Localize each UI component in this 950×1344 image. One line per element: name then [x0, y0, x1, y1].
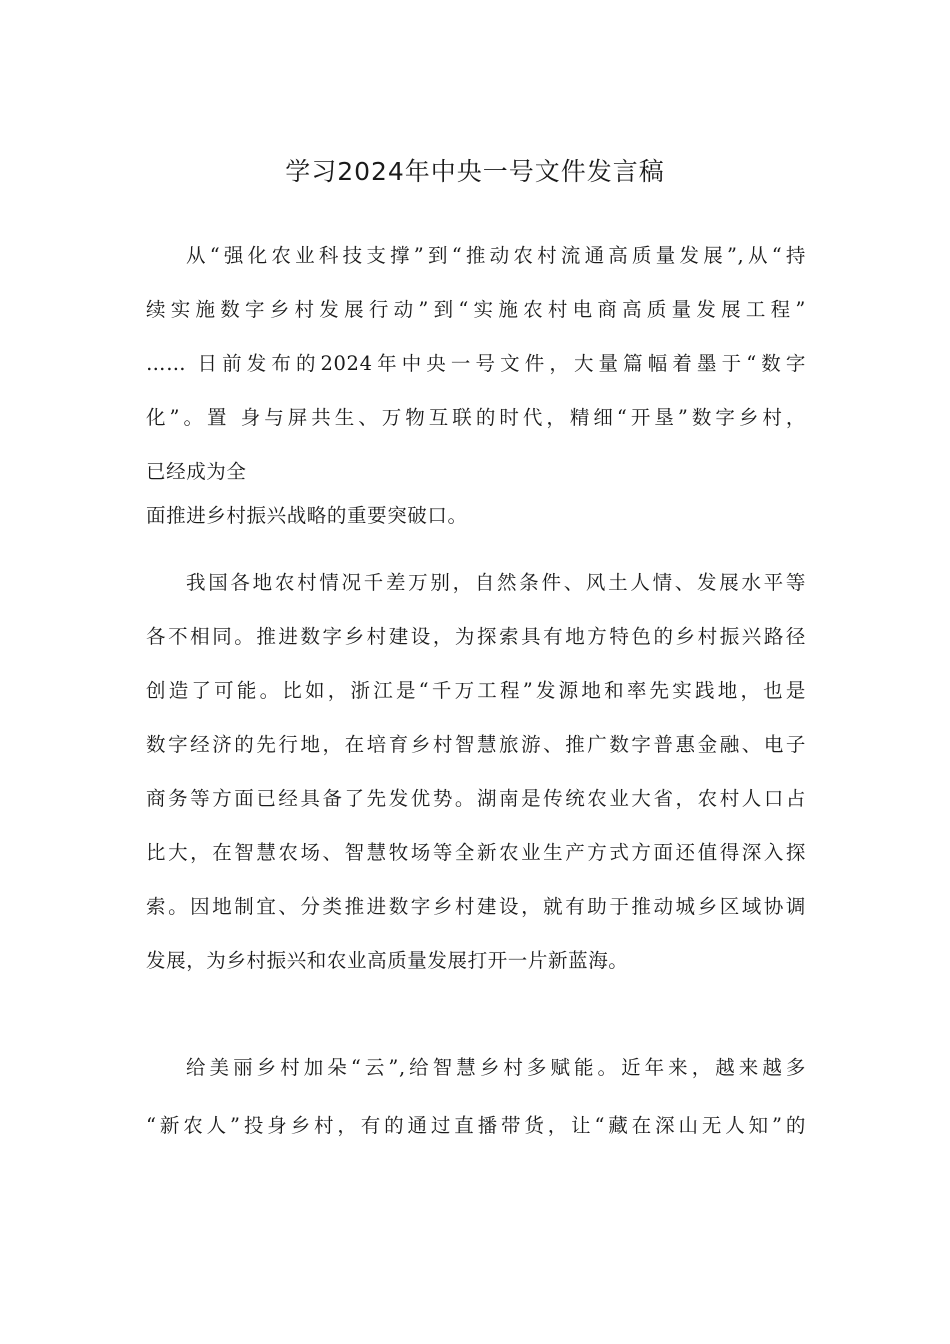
document-title: 学习2024年中央一号文件发言稿	[285, 157, 665, 186]
paragraph-line: 商务等方面已经具备了先发优势。湖南是传统农业大省，农村人口占	[146, 787, 806, 810]
paragraph-line: 各不相同。推进数字乡村建设，为探索具有地方特色的乡村振兴路径	[146, 625, 806, 648]
paragraph-line: 化”。置 身与屏共生、万物互联的时代，精细“开垦”数字乡村，	[146, 406, 806, 429]
paragraph-line: “新农人”投身乡村，有的通过直播带货，让“藏在深山无人知”的	[146, 1114, 806, 1137]
paragraph-line: 面推进乡村振兴战略的重要突破口。	[146, 504, 468, 527]
paragraph-line: 我国各地农村情况千差万别，自然条件、风土人情、发展水平等	[186, 571, 806, 594]
paragraph-line: 数字经济的先行地，在培育乡村智慧旅游、推广数字普惠金融、电子	[146, 733, 806, 756]
paragraph-1-continuation	[146, 489, 806, 543]
paragraph-line: …… 日前发布的2024年中央一号文件，大量篇幅着墨于“数字	[146, 352, 806, 375]
paragraph-line: 从“强化农业科技支撑”到“推动农村流通高质量发展”,从“持	[186, 244, 806, 267]
paragraph-line: 已经成为全	[146, 460, 247, 483]
paragraph-3	[146, 1041, 806, 1095]
paragraph-1	[146, 229, 806, 499]
paragraph-line: 给美丽乡村加朵“云”,给智慧乡村多赋能。近年来，越来越多	[186, 1056, 806, 1079]
paragraph-line: 发展，为乡村振兴和农业高质量发展打开一片新蓝海。	[146, 949, 629, 972]
paragraph-2	[146, 556, 806, 988]
paragraph-line: 比大，在智慧农场、智慧牧场等全新农业生产方式方面还值得深入探	[146, 841, 806, 864]
paragraph-line: 续实施数字乡村发展行动”到“实施农村电商高质量发展工程”	[146, 298, 806, 321]
paragraph-line: 创造了可能。比如，浙江是“千万工程”发源地和率先实践地，也是	[146, 679, 806, 702]
paragraph-3-continuation	[146, 1099, 806, 1153]
paragraph-line: 索。因地制宜、分类推进数字乡村建设，就有助于推动城乡区域协调	[146, 895, 806, 918]
